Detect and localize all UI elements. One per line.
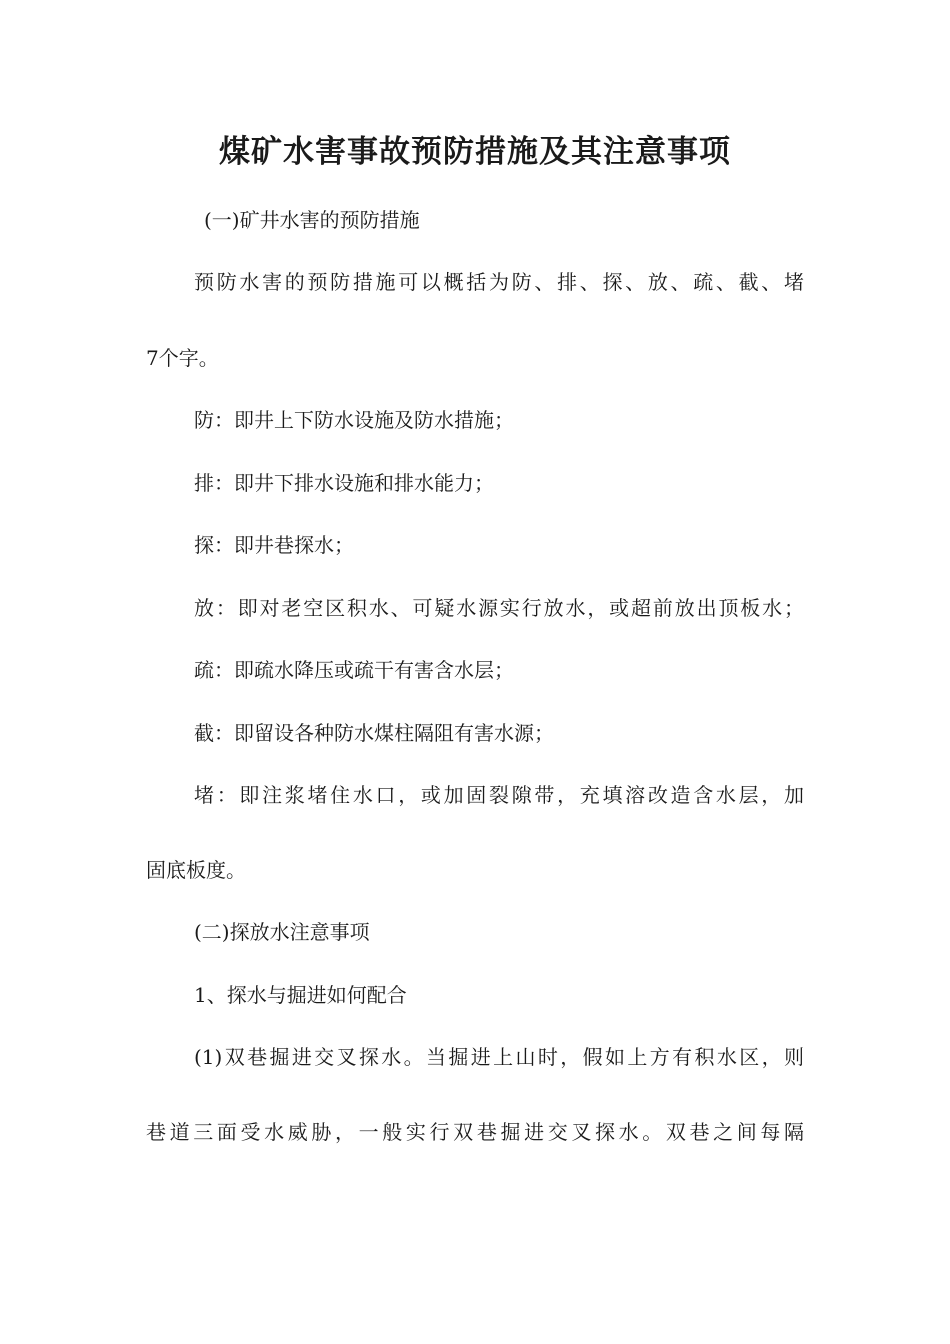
- paragraph-line: 预防水害的预防措施可以概括为防、排、探、放、疏、截、堵: [194, 270, 804, 294]
- list-item-fang: 防：即井上下防水设施及防水措施；: [194, 408, 514, 432]
- list-item-fang2: 放：即对老空区积水、可疑水源实行放水，或超前放出顶板水；: [194, 596, 804, 620]
- paragraph-line: 7个字。: [146, 346, 219, 370]
- paragraph-line: (1)双巷掘进交叉探水。当掘进上山时，假如上方有积水区，则: [194, 1045, 804, 1069]
- list-item-tan: 探：即井巷探水；: [194, 533, 354, 557]
- list-item-du: 堵：即注浆堵住水口，或加固裂隙带，充填溶改造含水层，加: [194, 783, 804, 807]
- section-heading-1: (一)矿井水害的预防措施: [204, 208, 420, 232]
- list-item-du-cont: 固底板度。: [146, 858, 246, 882]
- page-title: 煤矿水害事故预防措施及其注意事项: [219, 134, 731, 170]
- subsection-heading: 1、探水与掘进如何配合: [194, 983, 407, 1007]
- paragraph-line: 巷道三面受水威胁，一般实行双巷掘进交叉探水。双巷之间每隔: [146, 1120, 804, 1144]
- list-item-pai: 排：即井下排水设施和排水能力；: [194, 471, 494, 495]
- list-item-jie: 截：即留设各种防水煤柱隔阻有害水源；: [194, 721, 554, 745]
- section-heading-2: (二)探放水注意事项: [194, 920, 370, 944]
- list-item-shu: 疏：即疏水降压或疏干有害含水层；: [194, 658, 514, 682]
